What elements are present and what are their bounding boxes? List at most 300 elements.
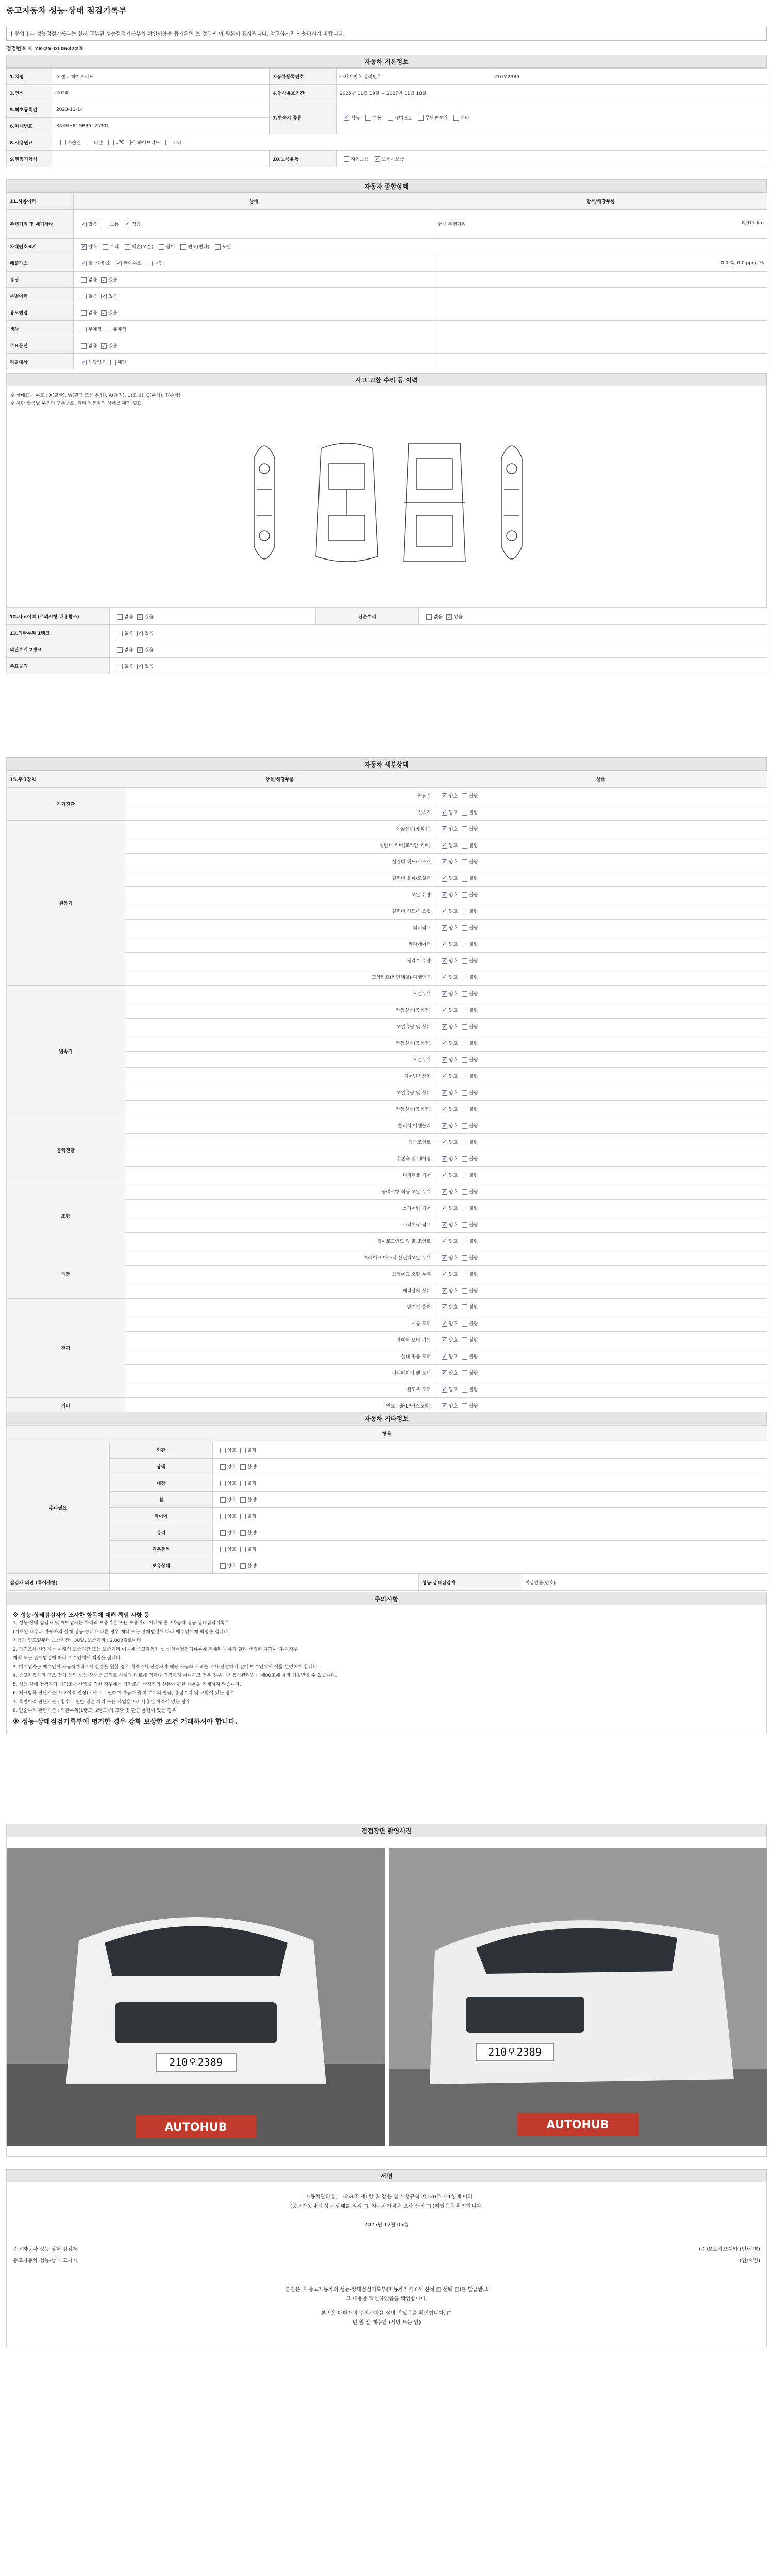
checkbox[interactable] [442,1074,447,1079]
caution-line: 2. 가격조사·산정자는 아래의 보증기간 또는 보증거리 이내에 중고자동차 성능·상태점검기록부에 기재된 내용과 달리 산정한 가격이 다른 경우 [13,1647,298,1652]
checkbox[interactable] [426,614,432,620]
status-label: 양호 [449,1387,458,1393]
checkbox[interactable] [462,1272,467,1277]
other-left-label: 수리필요 [7,1442,110,1574]
checkbox[interactable] [442,1008,447,1013]
detail-item-label: 실린더 커버(로커암 커버) [125,837,434,854]
other-info-section [6,1412,767,1591]
value-vin: KNARH81GBR5125301 [53,118,270,134]
dmg-accident-opts [110,608,316,625]
opt-label: 세미오토 [394,116,413,121]
checkbox[interactable] [462,1090,467,1096]
detail-item-label: 시동 모터 [125,1315,434,1332]
detail-status [434,1150,767,1167]
checkbox[interactable] [462,958,467,964]
checkbox-semi[interactable] [388,115,393,121]
detail-item-label: 실린더 블록/오일팬 [125,870,434,887]
opt-label: 일산화탄소 [88,261,111,266]
status-label: 양호 [227,1547,237,1552]
status-label: 불량 [469,1091,478,1096]
status-label: 불량 [469,794,478,799]
status-label: 불량 [469,1140,478,1145]
status-label: 불량 [469,1190,478,1195]
checkbox[interactable] [147,261,153,266]
checkbox[interactable] [101,310,107,316]
status-label: 불량 [469,1173,478,1178]
detail-row [7,1117,767,1134]
checkbox[interactable] [117,614,123,620]
status-label: 불량 [247,1564,257,1569]
detail-group-label: 제동 [7,1249,125,1299]
detail-group-label: 동력전달 [7,1117,125,1183]
status-label: 불량 [469,942,478,947]
checkbox-insurer-warranty[interactable] [375,156,380,162]
checkbox[interactable] [81,261,87,266]
checkbox[interactable] [442,975,447,980]
checkbox[interactable] [462,1222,467,1228]
detail-item-label: 브레이크 오일 누유 [125,1266,434,1282]
caution-line: 4. 중고자동차의 구조·장치 등의 성능·상태를 고의로 사실과 다르게 적거나 점검하지 아니하고 적은 경우 「자동차관리법」 제80조에 따라 처벌받을 수 있습니다. [13,1673,337,1679]
detail-status [434,1101,767,1117]
mileage-value: 8,917 km [742,221,764,226]
dmg-frame-label: 주요골격 [7,658,110,674]
damage-table [6,608,767,674]
checkbox-auto[interactable] [344,115,349,121]
checkbox[interactable] [442,1239,447,1244]
checkbox[interactable] [462,892,467,898]
status-label: 양호 [449,1239,458,1244]
detail-status [434,953,767,969]
checkbox[interactable] [442,1090,447,1096]
other-row [7,1557,767,1574]
checkbox[interactable] [462,1239,467,1244]
checkbox-self-warranty[interactable] [344,156,349,162]
other-item-status [213,1541,767,1557]
gen-tuning-opts [74,272,434,288]
party-label: 중고자동차 성능·상태 점검자 [13,2247,78,2252]
other-item-label: 기본품목 [110,1541,213,1557]
other-item-label: 보유상태 [110,1557,213,1574]
detail-group-label: 변속기 [7,986,125,1117]
car-angle-photo [389,1848,767,2146]
status-label: 불량 [469,959,478,964]
plate-text: 210오2389 [169,2056,223,2069]
checkbox[interactable] [462,1074,467,1079]
checkbox[interactable] [240,1464,246,1470]
checkbox[interactable] [240,1530,246,1536]
detail-item-label: 실내 송풍 모터 [125,1348,434,1365]
checkbox[interactable] [462,1206,467,1211]
opt-label: 유채색 [113,327,127,332]
transmission-options [337,101,767,134]
detail-group-label: 전기 [7,1299,125,1398]
checkbox[interactable] [117,664,123,669]
checkbox[interactable] [462,909,467,914]
checkbox[interactable] [220,1530,226,1536]
status-label: 양호 [449,1173,458,1178]
checkbox[interactable] [462,1370,467,1376]
status-label: 불량 [469,1404,478,1409]
status-label: 불량 [469,1025,478,1030]
status-label: 불량 [469,1305,478,1310]
status-label: 양호 [449,1206,458,1211]
checkbox[interactable] [442,1206,447,1211]
status-label: 양호 [227,1448,237,1453]
caution-line: 7. 특별이력 판단기준 : 침수로 인한 전손 처리 또는 사업용으로 사용된 이력이 있는 경우 [13,1700,191,1705]
checkbox[interactable] [442,1222,447,1228]
opt-label: 자동 [351,116,360,121]
buyer-line: 본인은 위 중고자동차의 성능·상태점검기록부(자동차가격조사·산정 □ 선택 □)를 발급받고 [285,2287,488,2293]
checkbox[interactable] [442,1272,447,1277]
opt-label: 적음 [131,222,141,227]
detail-status [434,936,767,953]
checkbox[interactable] [462,1024,467,1030]
caution-line: 5. 성능·상태 점검자가 가격조사·산정을 겸한 경우에는 가격조사·산정자의 신분에 관한 내용을 기재하지 않습니다. [13,1682,241,1687]
status-label: 불량 [469,1371,478,1376]
general-condition-heading: 자동차 종합상태 [6,179,767,193]
checkbox[interactable] [81,277,87,283]
checkbox-lpg[interactable] [108,140,114,145]
status-label: 불량 [469,1256,478,1261]
checkbox[interactable] [137,647,143,653]
other-item-label: 외관 [110,1442,213,1459]
basic-info-table [6,68,767,167]
status-label: 불량 [469,1008,478,1013]
status-label: 양호 [449,1074,458,1079]
status-label: 양호 [227,1465,237,1470]
checkbox[interactable] [220,1497,226,1503]
gen-options-detail [434,337,767,354]
checkbox-fuel-other[interactable] [165,140,171,145]
checkbox[interactable] [442,1041,447,1046]
checkbox[interactable] [125,222,130,227]
checkbox[interactable] [462,826,467,832]
other-item-label: 휠 [110,1492,213,1508]
sign-line: (중고자동차의 성능·상태를 점검 □, 자동차가격을 조사·산정 □ )하였음을 확인합니다. [290,2204,483,2209]
other-item-label: 유리 [110,1524,213,1541]
detail-item-label: 실린더 헤드/가스켓 [125,903,434,920]
status-label: 양호 [449,1404,458,1409]
checkbox[interactable] [81,327,87,332]
opt-label: 변조(변타) [188,245,210,250]
detail-status [434,903,767,920]
status-label: 양호 [449,893,458,898]
status-label: 불량 [247,1448,257,1453]
checkbox[interactable] [462,1354,467,1360]
checkbox[interactable] [180,244,186,250]
signature-heading: 서명 [6,2169,767,2182]
checkbox[interactable] [159,244,164,250]
checkbox[interactable] [240,1547,246,1552]
checkbox[interactable] [462,1107,467,1112]
checkbox[interactable] [462,810,467,816]
dmg-frame-opts [110,658,767,674]
detail-item-label: 와이퍼 모터 기능 [125,1332,434,1348]
status-label: 양호 [449,909,458,914]
checkbox[interactable] [240,1514,246,1519]
status-label: 양호 [449,1124,458,1129]
other-item-status [213,1508,767,1524]
checkbox-diesel[interactable] [87,140,92,145]
gen-header-0: 11.사용이력 [7,193,74,210]
checkbox[interactable] [442,909,447,914]
detail-item-label: 작동상태(공회전) [125,1002,434,1019]
checkbox[interactable] [117,631,123,636]
checkbox[interactable] [442,1123,447,1129]
gen-usage-opts [74,304,434,321]
checkbox-gasoline[interactable] [60,140,66,145]
checkbox[interactable] [442,958,447,964]
checkbox-other[interactable] [453,115,459,121]
photo-section [6,1824,767,2157]
checkbox[interactable] [81,294,87,299]
checkbox[interactable] [81,310,87,316]
gen-row-usage: 용도변경 [7,304,74,321]
checkbox[interactable] [462,925,467,931]
inspection-photo-angle [389,1848,767,2146]
checkbox[interactable] [220,1481,226,1486]
checkbox-cvt[interactable] [418,115,424,121]
checkbox[interactable] [116,261,122,266]
gen-row-tuning: 튜닝 [7,272,74,288]
detail-status [434,1249,767,1266]
status-label: 불량 [469,1107,478,1112]
checkbox[interactable] [81,244,87,250]
basic-info-section [6,55,767,167]
detail-row [7,1183,767,1200]
checkbox[interactable] [220,1563,226,1569]
checkbox[interactable] [110,360,116,365]
checkbox[interactable] [442,925,447,931]
checkbox[interactable] [442,1288,447,1294]
checkbox[interactable] [442,942,447,947]
checkbox[interactable] [220,1547,226,1552]
status-label: 양호 [449,975,458,980]
checkbox[interactable] [462,1403,467,1409]
checkbox[interactable] [442,876,447,882]
value-engine-type [53,151,270,167]
opt-label: 있음 [108,311,117,316]
checkbox[interactable] [442,1156,447,1162]
detail-item-label: 타이로드엔드 및 볼 조인트 [125,1233,434,1249]
checkbox[interactable] [442,1403,447,1409]
gen-tuning-detail [434,272,767,288]
checkbox[interactable] [442,1387,447,1393]
checkbox[interactable] [240,1448,246,1453]
label-vin: 6.차대번호 [7,118,53,134]
detail-group-label: 조향 [7,1183,125,1249]
status-label: 양호 [449,1058,458,1063]
other-item-status [213,1492,767,1508]
detail-status [434,1134,767,1150]
checkbox[interactable] [462,843,467,849]
checkbox[interactable] [462,1008,467,1013]
checkbox[interactable] [101,294,107,299]
detail-item-label: 클러치 어셈블리 [125,1117,434,1134]
checkbox[interactable] [446,614,452,620]
checkbox[interactable] [462,793,467,799]
checkbox[interactable] [462,1057,467,1063]
signature-section [6,2169,767,2347]
checkbox[interactable] [442,826,447,832]
status-label: 불량 [469,1338,478,1343]
checkbox[interactable] [106,327,111,332]
checkbox[interactable] [137,631,143,636]
brand-text-2: AUTOHUB [546,2119,609,2131]
signature-area [6,2182,767,2347]
status-label: 불량 [247,1465,257,1470]
status-label: 불량 [469,860,478,865]
status-label: 양호 [449,1289,458,1294]
checkbox[interactable] [462,876,467,882]
car-left-side-icon [254,446,275,559]
label-engine-type: 9.원동기형식 [7,151,53,167]
status-label: 불량 [469,1321,478,1327]
checkbox[interactable] [215,244,221,250]
checkbox[interactable] [462,1255,467,1261]
detail-item-label: 오일 유량 [125,887,434,903]
checkbox[interactable] [462,1123,467,1129]
checkbox[interactable] [81,343,87,349]
opt-label: 있음 [108,344,117,349]
status-label: 양호 [449,1371,458,1376]
checkbox[interactable] [220,1448,226,1453]
checkbox[interactable] [442,1337,447,1343]
checkbox-hybrid[interactable] [130,140,136,145]
checkbox[interactable] [442,1304,447,1310]
checkbox[interactable] [442,1107,447,1112]
checkbox[interactable] [462,1041,467,1046]
checkbox-manual[interactable] [365,115,371,121]
checkbox[interactable] [240,1497,246,1503]
dmg-outer2-opts [110,641,767,658]
detail-item-label: 작동상태(공회전) [125,821,434,837]
status-label: 양호 [449,1272,458,1277]
detail-condition-table [6,771,767,1414]
other-row [7,1442,767,1459]
checkbox[interactable] [101,277,107,283]
checkbox[interactable] [442,1370,447,1376]
detail-status [434,837,767,854]
opt-label: 탄화수소 [123,261,142,266]
checkbox[interactable] [442,843,447,849]
detail-row [7,1249,767,1266]
status-label: 양호 [449,942,458,947]
checkbox[interactable] [103,222,108,227]
detail-status [434,1348,767,1365]
legend-line: ※ 상태표시 부호 : X(교환), W(판금 또는 용접), A(흠집), U(요철), C(부식), T(손상) [11,393,181,398]
detail-status [434,1019,767,1035]
label-validity: 4.검사유효기간 [270,85,337,101]
checkbox[interactable] [462,975,467,980]
status-label: 양호 [449,794,458,799]
detail-status [434,887,767,903]
caution-emphasis: ※ 성능·상태점검기록부에 명기한 경우 강화 보상한 조건 거래하셔야 합니다. [13,1718,238,1726]
checkbox[interactable] [103,244,108,250]
checkbox[interactable] [462,1304,467,1310]
checkbox[interactable] [442,810,447,816]
checkbox[interactable] [462,859,467,865]
checkbox[interactable] [462,1156,467,1162]
checkbox[interactable] [240,1563,246,1569]
checkbox[interactable] [462,1173,467,1178]
gen-row-emission: 배출가스 [7,255,74,272]
checkbox[interactable] [220,1464,226,1470]
status-label: 양호 [449,1190,458,1195]
checkbox[interactable] [442,859,447,865]
gen-color-detail [434,321,767,337]
warranty-options [337,151,767,167]
plate-text-2: 210오2389 [488,2046,542,2058]
status-label: 양호 [449,992,458,997]
checkbox[interactable] [442,1173,447,1178]
status-label: 양호 [227,1564,237,1569]
document-number: 점검번호 제 78-25-0106372호 [6,46,83,52]
checkbox[interactable] [442,793,447,799]
checkbox[interactable] [462,1288,467,1294]
checkbox[interactable] [442,1024,447,1030]
checkbox[interactable] [137,614,143,620]
opt-label: 없음 [433,615,443,620]
checkbox[interactable] [81,360,87,365]
opt-label: 해당 [117,360,127,365]
checkbox[interactable] [117,647,123,653]
checkbox[interactable] [442,1189,447,1195]
checkbox[interactable] [462,942,467,947]
detail-status [434,920,767,936]
label-year: 3.연식 [7,85,53,101]
detail-item-label: 오일유량 및 상태 [125,1084,434,1101]
checkbox[interactable] [462,1387,467,1393]
status-label: 불량 [469,1354,478,1360]
other-item-status [213,1557,767,1574]
detail-item-label: 원동기 [125,788,434,804]
checkbox[interactable] [125,244,130,250]
checkbox[interactable] [81,222,87,227]
caution-box [6,1605,767,1734]
checkbox[interactable] [101,343,107,349]
checkbox[interactable] [220,1514,226,1519]
opt-label: 있음 [144,631,154,636]
checkbox[interactable] [442,1321,447,1327]
checkbox[interactable] [442,892,447,898]
status-label: 양호 [449,1091,458,1096]
checkbox[interactable] [137,664,143,669]
checkbox[interactable] [240,1481,246,1486]
checkbox[interactable] [442,991,447,997]
checkbox[interactable] [442,1354,447,1360]
opt-label: 하이브리드 [137,141,160,146]
checkbox[interactable] [442,1255,447,1261]
opinion-value [110,1574,419,1591]
checkbox[interactable] [462,1337,467,1343]
checkbox[interactable] [462,1140,467,1145]
other-item-status [213,1459,767,1475]
detail-item-label: 추진축 및 베어링 [125,1150,434,1167]
checkbox[interactable] [462,1189,467,1195]
document-title: 중고자동차 성능·상태 점검기록부 [6,6,127,15]
status-label: 양호 [449,959,458,964]
gen-emission-opts [74,255,434,272]
car-top-view-icon [404,443,465,562]
checkbox[interactable] [442,1057,447,1063]
checkbox[interactable] [442,1140,447,1145]
caution-title: ※ 성능·상태점검자가 조사한 항목에 대해 책임 사항 등 [13,1612,149,1618]
opt-label: 없음 [124,648,133,653]
checkbox[interactable] [462,1321,467,1327]
opt-label: 있음 [144,648,154,653]
checkbox[interactable] [462,991,467,997]
